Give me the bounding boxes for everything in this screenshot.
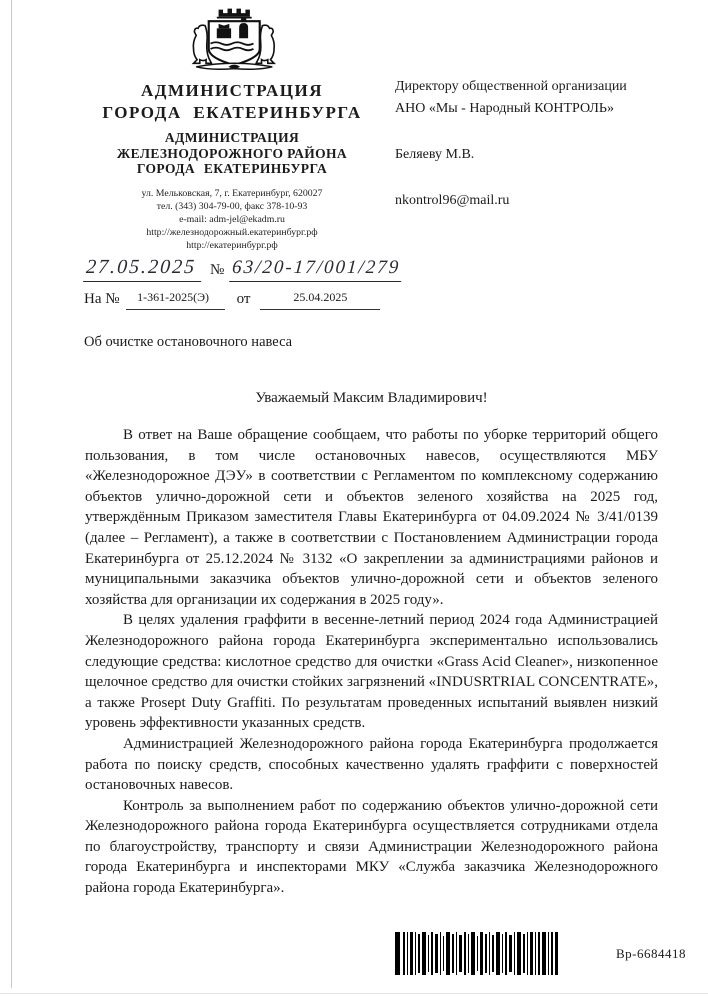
salutation: Уважаемый Максим Владимирович! xyxy=(255,390,488,406)
incoming-date: 25.04.2025 xyxy=(260,290,380,310)
from-label: от xyxy=(236,291,251,307)
dept-name-line2: ЖЕЛЕЗНОДОРОЖНОГО РАЙОНА xyxy=(116,145,348,161)
org-name-line2: ГОРОДА ЕКАТЕРИНБУРГА xyxy=(102,103,362,122)
letterhead-website-district: http://железнодорожный.екатеринбург.рф xyxy=(146,226,318,238)
dept-name-line3: ГОРОДА ЕКАТЕРИНБУРГА xyxy=(136,161,328,176)
org-name-line1: АДМИНИСТРАЦИЯ xyxy=(140,81,323,100)
subject-line: Об очистке остановочного навеса xyxy=(84,334,293,350)
outgoing-number-handwritten: 63/20-17/001/279 xyxy=(229,257,403,282)
recipient-title-line2: АНО «Мы - Народный КОНТРОЛЬ» xyxy=(395,101,614,116)
recipient-title-line1: Директору общественной организации xyxy=(395,79,627,94)
barcode-icon xyxy=(395,932,560,975)
letterhead xyxy=(82,6,382,252)
document-barcode xyxy=(395,932,560,980)
recipient-email: nkontrol96@mail.ru xyxy=(395,193,510,208)
scan-artifact-bottom xyxy=(0,993,708,994)
letterhead-street-address: ул. Мельковская, 7, г. Екатеринбург, 620027 xyxy=(141,187,323,199)
incoming-number: 1-361-2025(Э) xyxy=(126,290,225,310)
body-paragraph-3: Администрацией Железнодорожного района города Екатеринбурга продолжается работа по поиску средств, способных качественно удалять граффити с поверхностей остановочных навесов. xyxy=(85,735,658,794)
outgoing-date-handwritten: 27.05.2025 xyxy=(83,256,203,282)
dept-name-line1: АДМИНИСТРАЦИЯ xyxy=(164,130,300,145)
letterhead-phone-fax: тел. (343) 304-79-00, факс 378-10-93 xyxy=(156,200,308,212)
letterhead-email: e-mail: adm-jel@ekadm.ru xyxy=(179,213,285,225)
reference-block xyxy=(84,256,404,310)
barcode-number: Вр-6684418 xyxy=(616,946,686,961)
body-paragraph-4: Контроль за выполнением работ по содержанию объектов улично-дорожной сети Железнодорожного района города Екатеринбурга осуществляется сотрудниками отдела по благоустройству, транспорту и связи Администрации Железнодорожного района города Екатеринбурга и инспекторами МКУ «Служба заказчика Железнодорожного района города Екатеринбурга». xyxy=(85,797,658,897)
body-paragraph-1: В ответ на Ваше обращение сообщаем, что работы по уборке территорий общего пользования, в том числе остановочных навесов, осуществляются МБУ «Железнодорожное ДЭУ» в соответствии с Регламентом по комплексному содержанию объектов улично-дорожной сети и объектов зеленого хозяйства на 2025 год, утверждённым Приказом заместителя Главы Екатеринбурга от 04.09.2024 № 3/41/0139 (далее – Регламент), а также в соответствии с Постановлением Администрации города Екатеринбурга от 25.12.2024 № 3132 «О закреплении за администрациями районов и муниципальными заказчика объектов улично-дорожной сети и объектов зеленого хозяйства для организации их содержания в 2025 году». xyxy=(85,427,658,608)
recipient-name: Беляеву М.В. xyxy=(395,147,475,162)
yekaterinburg-coat-of-arms-icon xyxy=(169,6,295,74)
number-sign: № xyxy=(210,262,225,278)
recipient-block xyxy=(395,76,695,212)
body-paragraph-2: В целях удаления граффити в весенне-летний период 2024 года Администрацией Железнодорожного района города Екатеринбурга экспериментально использовались следующие средства: кислотное средство для очистки «Grass Acid Cleaner», низкопенное щелочное средство для очистки стойких загрязнений «INDUSRTRIAL CONCENTRATE», а также Prosept Duty Graffiti. По результатам проведенных испытаний выявлен низкий уровень эффективности указанных средств. xyxy=(85,612,658,732)
letter-body xyxy=(85,425,658,899)
reply-to-prefix: На № xyxy=(84,291,120,307)
letterhead-website-city: http://екатеринбург.рф xyxy=(186,239,278,251)
scan-artifact-left xyxy=(11,0,12,988)
